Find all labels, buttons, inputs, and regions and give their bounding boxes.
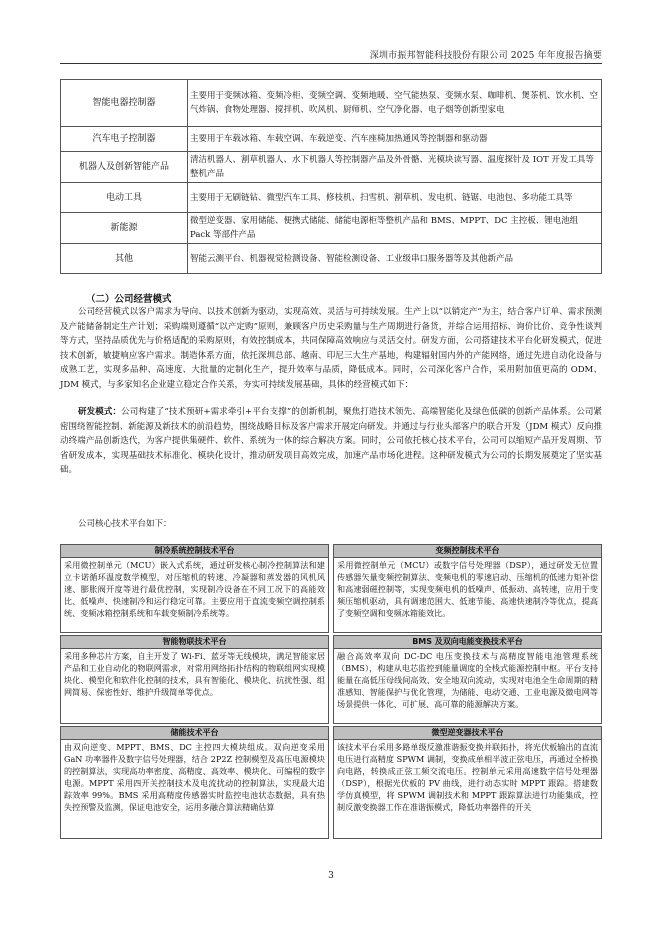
table-row	[61, 183, 602, 213]
table-row	[61, 80, 602, 127]
page-number: 3	[328, 871, 334, 881]
table-row	[61, 244, 602, 274]
table-row	[61, 127, 602, 152]
tech-platform-text: 采用微控制单元（MCU）嵌入式系统，通过研发核心制冷控制算法和建立卡诺循环温度数学模型，对压缩机的转速、冷凝器和蒸发器的风机风速、膨胀阀开度等进行最优控制，实现制冷设备在不同工况下的高能效比、低噪声、快速制冷和运行稳定可靠。主要应用于直流变频空调控制系统、变频冰箱控制系统和车载变频制冷系统等。	[60, 558, 329, 633]
table-row	[61, 213, 602, 244]
tech-platform-text: 融合高效率双向 DC-DC 电压变换技术与高精度智能电池管理系统（BMS），构建从电芯监控到能量调度的全栈式能源控制中枢。平台支持能量在高低压母线间高效、安全地双向流动，实现对电池全生命周期的精准感知、智能保护与优化管理，为储能、电动交通、工业电源及微电网等场景提供一体化、可扩展、高可靠的能源解决方案。	[333, 649, 602, 724]
tech-platform-card	[60, 726, 329, 839]
category-cell: 新能源	[61, 213, 188, 244]
product-category-table	[60, 79, 602, 274]
tech-platform-intro: 公司核心技术平台如下：	[78, 519, 172, 529]
section-title: （二）公司经营模式	[86, 294, 172, 305]
tech-platform-card	[60, 544, 329, 633]
tech-platform-text: 该技术平台采用多路单级反激准谐振变换并联拓扑，将光伏板输出的直流电压进行高精度 SPWM 调制，变换成单相半波正弦电压，再通过全桥换向电路，转换成正弦工频交流电压。控制单元采用高速数字信号处理器（DSP），根据光伏板的 PV 曲线，进行动态实时 MPPT 跟踪。搭建数学仿真模型，将 SPWM 调制技术和 MPPT 跟踪算法进行功能集成，控制反激变换器工作在准谐振模式，降低功率器件的开关	[333, 740, 602, 839]
report-header-title: 深圳市振邦智能科技股份有限公司 2025 年年度报告摘要	[369, 51, 602, 61]
description-cell: 主要用于车载冰箱、车载空调、车载逆变、汽车座椅加热通风等控制器和驱动器	[188, 127, 602, 152]
tech-platform-card	[60, 635, 329, 724]
rd-model-lead: 研发模式：	[78, 407, 122, 417]
tech-platform-title: 储能技术平台	[60, 726, 329, 740]
description-cell: 智能云测平台、机器视觉检测设备、智能检测设备、工业级串口服务器等及其他新产品	[188, 244, 602, 274]
category-cell: 机器人及创新智能产品	[61, 152, 188, 183]
business-model-paragraph: 公司经营模式以客户需求为导向、以技术创新为驱动，实现高效、灵活与可持续发展。生产上以“以销定产”为主，结合客户订单、需求预测及产能储备制定生产计划；采购端则遵循“以产定购”原则，兼顾客户历史采购量与生产周期进行备货，并综合运用招标、询价比价、竞争性谈判等方式，坚持品质优先与价格适配的采购原则，有效控制成本，共同保障高效响应与灵活交付。研发方面，公司搭建技术平台化研发模式，促进技术创新，敏捷响应客户需求。制造体系方面，依托深圳总部、越南、印尼三大生产基地，构建辐射国内外的产能网络，通过先进自动化设备与成熟工艺，实现多品种、高速度、大批量的定制化生产，提升效率与品质，降低成本。同时，公司深化客户合作，采用附加值更高的 ODM、JDM 模式，与多家知名企业建立稳定合作关系，夯实可持续发展基础，具体的经营模式如下：	[60, 307, 602, 390]
tech-platform-title: BMS 及双向电能变换技术平台	[333, 635, 602, 649]
tech-platform-text: 采用微控制单元（MCU）或数字信号处理器（DSP），通过研发无位置传感器矢量变频控制算法、变频电机的零速启动、压缩机的低速力矩补偿和高速弱磁控制等，实现变频电机的低噪声、低振动、高转速，应用于变频压缩机驱动，具有调速范围大、低速节能、高速快速制冷等优点，提高了变频空调和变频冰箱能效比。	[333, 558, 602, 633]
tech-platform-card	[333, 635, 602, 724]
rd-model-text: 公司构建了“技术预研+需求牵引+平台支撑”的创新机制，聚焦打造技术领先、高端智能化及绿色低碳的创新产品体系。公司紧密围绕智能控制、新能源及新技术的前沿趋势，围绕战略目标及客户需求开展定向研发。并通过与行业头部客户的联合开发（JDM 模式）反向推动终端产品创新迭代，为客户提供集硬件、软件、系统为一体的综合解决方案。同时，公司依托核心技术平台，公司可以缩短产品开发周期、节省研发成本，实现基础技术标准化、模块化设计，推动研发项目高效完成，加速产品市场化进程。这种研发模式为公司的长期发展奠定了坚实基础。	[60, 407, 602, 476]
rd-model-paragraph	[60, 405, 602, 478]
header-divider	[60, 63, 602, 64]
description-cell: 主要用于无刷链钻、微型汽车工具、修枝机、扫雪机、割草机、发电机、链锯、电池包、多功能工具等	[188, 183, 602, 213]
category-cell: 其他	[61, 244, 188, 274]
tech-platform-text: 采用多种芯片方案，自主开发了 Wi-Fi、蓝牙等无线模块，满足智能家居产品和工业自动化的物联网需求，对常用网络拓扑结构的物联组网实现模块化、模型化和软件化控制的技术，具有智能化、模块化、抗扰性强、组网简易、保密性好、维护升级简单等优点。	[60, 649, 329, 724]
tech-platform-title: 变频控制技术平台	[333, 544, 602, 558]
tech-platform-card	[333, 544, 602, 633]
tech-platform-title: 智能物联技术平台	[60, 635, 329, 649]
category-cell: 电动工具	[61, 183, 188, 213]
tech-platform-text: 由双向逆变、MPPT、BMS、DC 主控四大模块组成。双向逆变采用 GaN 功率器件及数字信号处理器，结合 2P2Z 控制模型及高压电源模块的控制算法，实现高功率密度、高精度、高效率、模块化、可编程的数字电源。MPPT 采用四开关控制技术及电流扰动的控制算法，实现最大追踪效率 99%。BMS 采用高精度传感器实时监控电池状态数据，具有热失控预警及监测，保证电池安全，运用多融合算法精确估算	[60, 740, 329, 839]
description-cell: 清洁机器人、割草机器人、水下机器人等控制器产品及外骨骼、光模块读写器、温度探针及 IOT 开发工具等整机产品	[188, 152, 602, 183]
tech-platform-title: 制冷系统控制技术平台	[60, 544, 329, 558]
category-cell: 汽车电子控制器	[61, 127, 188, 152]
description-cell: 主要用于变频冰箱、变频冷柜、变频空调、变频地暖、空气能热泵、变频水泵、咖啡机、煲茶机、饮水机、空气炸锅、食物处理器、搅拌机、吹风机、厨师机、空气净化器、电子烟等创新型家电	[188, 80, 602, 127]
category-cell: 智能电器控制器	[61, 80, 188, 127]
table-row	[61, 152, 602, 183]
description-cell: 微型逆变器、家用储能、便携式储能、储能电源柜等整机产品和 BMS、MPPT、DC 主控板、锂电池组 Pack 等部件产品	[188, 213, 602, 244]
tech-platform-card	[333, 726, 602, 839]
tech-platform-title: 微型逆变器技术平台	[333, 726, 602, 740]
tech-platform-grid	[60, 544, 602, 839]
